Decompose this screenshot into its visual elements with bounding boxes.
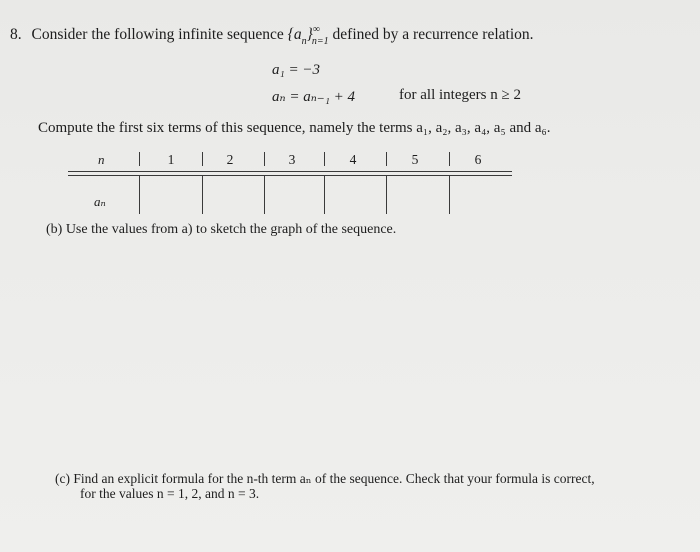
sequence-index: n [301,36,307,47]
table-divider [202,152,203,166]
table-divider [264,152,265,166]
problem-number: 8. [10,26,22,43]
table-divider [324,152,325,166]
table-rule-bottom [68,175,512,176]
initial-condition: a₁ = −3 [272,62,320,78]
sequence-upper-limit: ∞ [312,24,320,35]
part-c-text-line2: for the values n = 1, 2, and n = 3. [80,486,260,501]
values-table [68,150,512,214]
table-cell-n4: 4 [349,152,357,167]
table-divider [386,175,387,214]
table-cell-n1: 1 [167,152,175,167]
recurrence-condition: for all integers n ≥ 2 [399,87,521,103]
table-row-label-n: n [98,152,105,167]
table-cell-n3: 3 [288,152,296,167]
table-divider [449,175,450,214]
part-c-text-line1: (c) Find an explicit formula for the n-th term aₙ of the sequence. Check that your formula is correct, [55,471,595,486]
table-divider [324,175,325,214]
table-divider [202,175,203,214]
sequence-symbol: a [293,26,302,43]
table-divider [139,175,140,214]
part-a-text: Compute the first six terms of this sequence, namely the terms a₁, a₂, a₃, a₄, a₅ and a₆. [38,120,551,136]
table-divider [449,152,450,166]
part-b-text: (b) Use the values from a) to sketch the graph of the sequence. [46,222,397,237]
sequence-notation: $\{a_n\}^\infty_{n=1}$ [287,24,329,47]
table-rule-top [68,171,512,172]
table-divider [139,152,140,166]
recurrence-relation: aₙ = aₙ₋₁ + 4 [272,89,356,105]
table-row-label-an: aₙ [94,194,106,209]
sequence-lower-limit: n=1 [311,36,329,47]
table-cell-n2: 2 [226,152,234,167]
table-divider [264,175,265,214]
problem-intro-tail: defined by a recurrence relation. [332,26,534,43]
table-divider [386,152,387,166]
table-cell-n5: 5 [411,152,419,167]
problem-intro: Consider the following infinite sequence [31,26,284,43]
problem-statement [10,24,534,47]
table-cell-n6: 6 [474,152,482,167]
